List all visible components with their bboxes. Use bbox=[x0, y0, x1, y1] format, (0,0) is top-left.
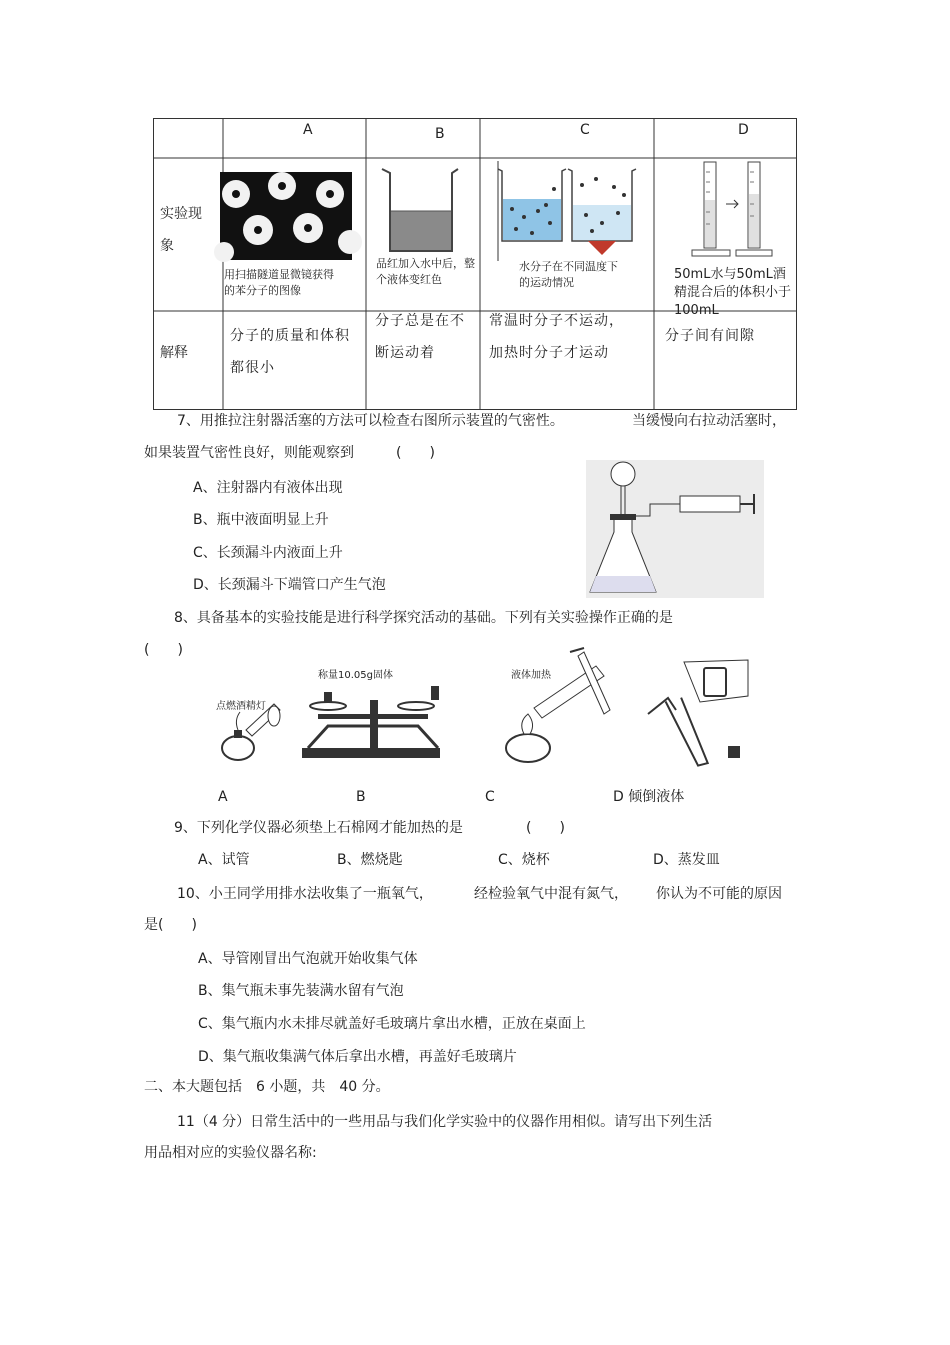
q9-option-b: B、燃烧匙 bbox=[337, 852, 403, 868]
q7-line1b: 当缓慢向右拉动活塞时， bbox=[632, 413, 786, 429]
explanation-b: 分子总是在不断运动着 bbox=[375, 313, 465, 361]
q10-option-c: C、集气瓶内水未排尽就盖好毛玻璃片拿出水槽，正放在桌面上 bbox=[198, 1016, 586, 1032]
liquid-heating-image bbox=[500, 648, 612, 764]
row-label-explanation: 解释 bbox=[160, 345, 188, 361]
q8-label-a: 点燃酒精灯 bbox=[216, 701, 266, 712]
q8-label-c: 液体加热 bbox=[511, 670, 551, 681]
q7-option-d: D、长颈漏斗下端管口产生气泡 bbox=[193, 577, 386, 593]
caption-c: 水分子在不同温度下的运动情况 bbox=[519, 260, 618, 289]
caption-d: 50mL水与50mL酒精混合后的体积小于100mL bbox=[674, 267, 792, 318]
q8-choice-b: B bbox=[356, 789, 366, 805]
q9-option-d: D、蒸发皿 bbox=[653, 852, 720, 868]
q10-line1b: 经检验氧气中混有氮气， bbox=[474, 886, 628, 902]
caption-a: 用扫描隧道显微镜获得的苯分子的图像 bbox=[224, 268, 334, 297]
q7-paren: ( ) bbox=[396, 445, 435, 461]
q8-choice-d: D 倾倒液体 bbox=[613, 789, 685, 805]
flask-syringe-image bbox=[586, 460, 764, 598]
q9-option-a: A、试管 bbox=[198, 852, 250, 868]
benzene-stm-image bbox=[220, 172, 352, 260]
q10-option-b: B、集气瓶未事先装满水留有气泡 bbox=[198, 983, 404, 999]
q7-option-b: B、瓶中液面明显上升 bbox=[193, 512, 329, 528]
water-molecules-image bbox=[496, 165, 638, 255]
q7-option-a: A、注射器内有液体出现 bbox=[193, 480, 343, 496]
q10-line1a: 10、小王同学用排水法收集了一瓶氧气， bbox=[177, 886, 433, 902]
lighting-lamp-image bbox=[218, 700, 288, 764]
q8-line1: 8、具备基本的实验技能是进行科学探究活动的基础。下列有关实验操作正确的是 bbox=[174, 610, 673, 626]
graduated-cylinders-image bbox=[690, 160, 776, 260]
beaker-image bbox=[380, 165, 460, 255]
q7-line1: 7、用推拉注射器活塞的方法可以检查右图所示装置的气密性。 bbox=[177, 413, 564, 429]
pouring-liquid-image bbox=[644, 658, 768, 770]
q11-line1: 11（4 分）日常生活中的一些用品与我们化学实验中的仪器作用相似。请写出下列生活 bbox=[177, 1114, 713, 1130]
table-header-a: A bbox=[303, 122, 313, 138]
explanation-c: 常温时分子不运动，加热时分子才运动 bbox=[489, 313, 624, 361]
q8-label-b: 称量10.05g固体 bbox=[318, 670, 393, 681]
q11-line2: 用品相对应的实验仪器名称: bbox=[144, 1145, 317, 1161]
q7-option-c: C、长颈漏斗内液面上升 bbox=[193, 545, 343, 561]
section-2-heading: 二、本大题包括 6 小题，共 40 分。 bbox=[144, 1079, 390, 1095]
table-header-d: D bbox=[738, 122, 749, 138]
q8-choice-a: A bbox=[218, 789, 228, 805]
caption-b: 品红加入水中后，整个液体变红色 bbox=[376, 257, 475, 286]
q7-line2: 如果装置气密性良好，则能观察到 bbox=[144, 445, 354, 461]
q10-option-d: D、集气瓶收集满气体后拿出水槽，再盖好毛玻璃片 bbox=[198, 1049, 517, 1065]
q9-option-c: C、烧杯 bbox=[498, 852, 550, 868]
table-header-c: C bbox=[580, 122, 590, 138]
q10-option-a: A、导管刚冒出气泡就开始收集气体 bbox=[198, 951, 418, 967]
explanation-d: 分子间有间隙 bbox=[665, 328, 755, 344]
q9-line: 9、下列化学仪器必须垫上石棉网才能加热的是 bbox=[174, 820, 463, 836]
q10-line1c: 你认为不可能的原因 bbox=[656, 886, 782, 902]
q10-line2: 是( ) bbox=[144, 917, 197, 933]
table-header-b: B bbox=[435, 126, 445, 142]
q8-choice-c: C bbox=[485, 789, 495, 805]
row-label-phenomenon: 实验现象 bbox=[160, 206, 202, 254]
q9-paren: ( ) bbox=[526, 820, 565, 836]
q8-paren: ( ) bbox=[144, 642, 183, 658]
balance-image bbox=[298, 676, 444, 760]
explanation-a: 分子的质量和体积都很小 bbox=[230, 328, 350, 376]
